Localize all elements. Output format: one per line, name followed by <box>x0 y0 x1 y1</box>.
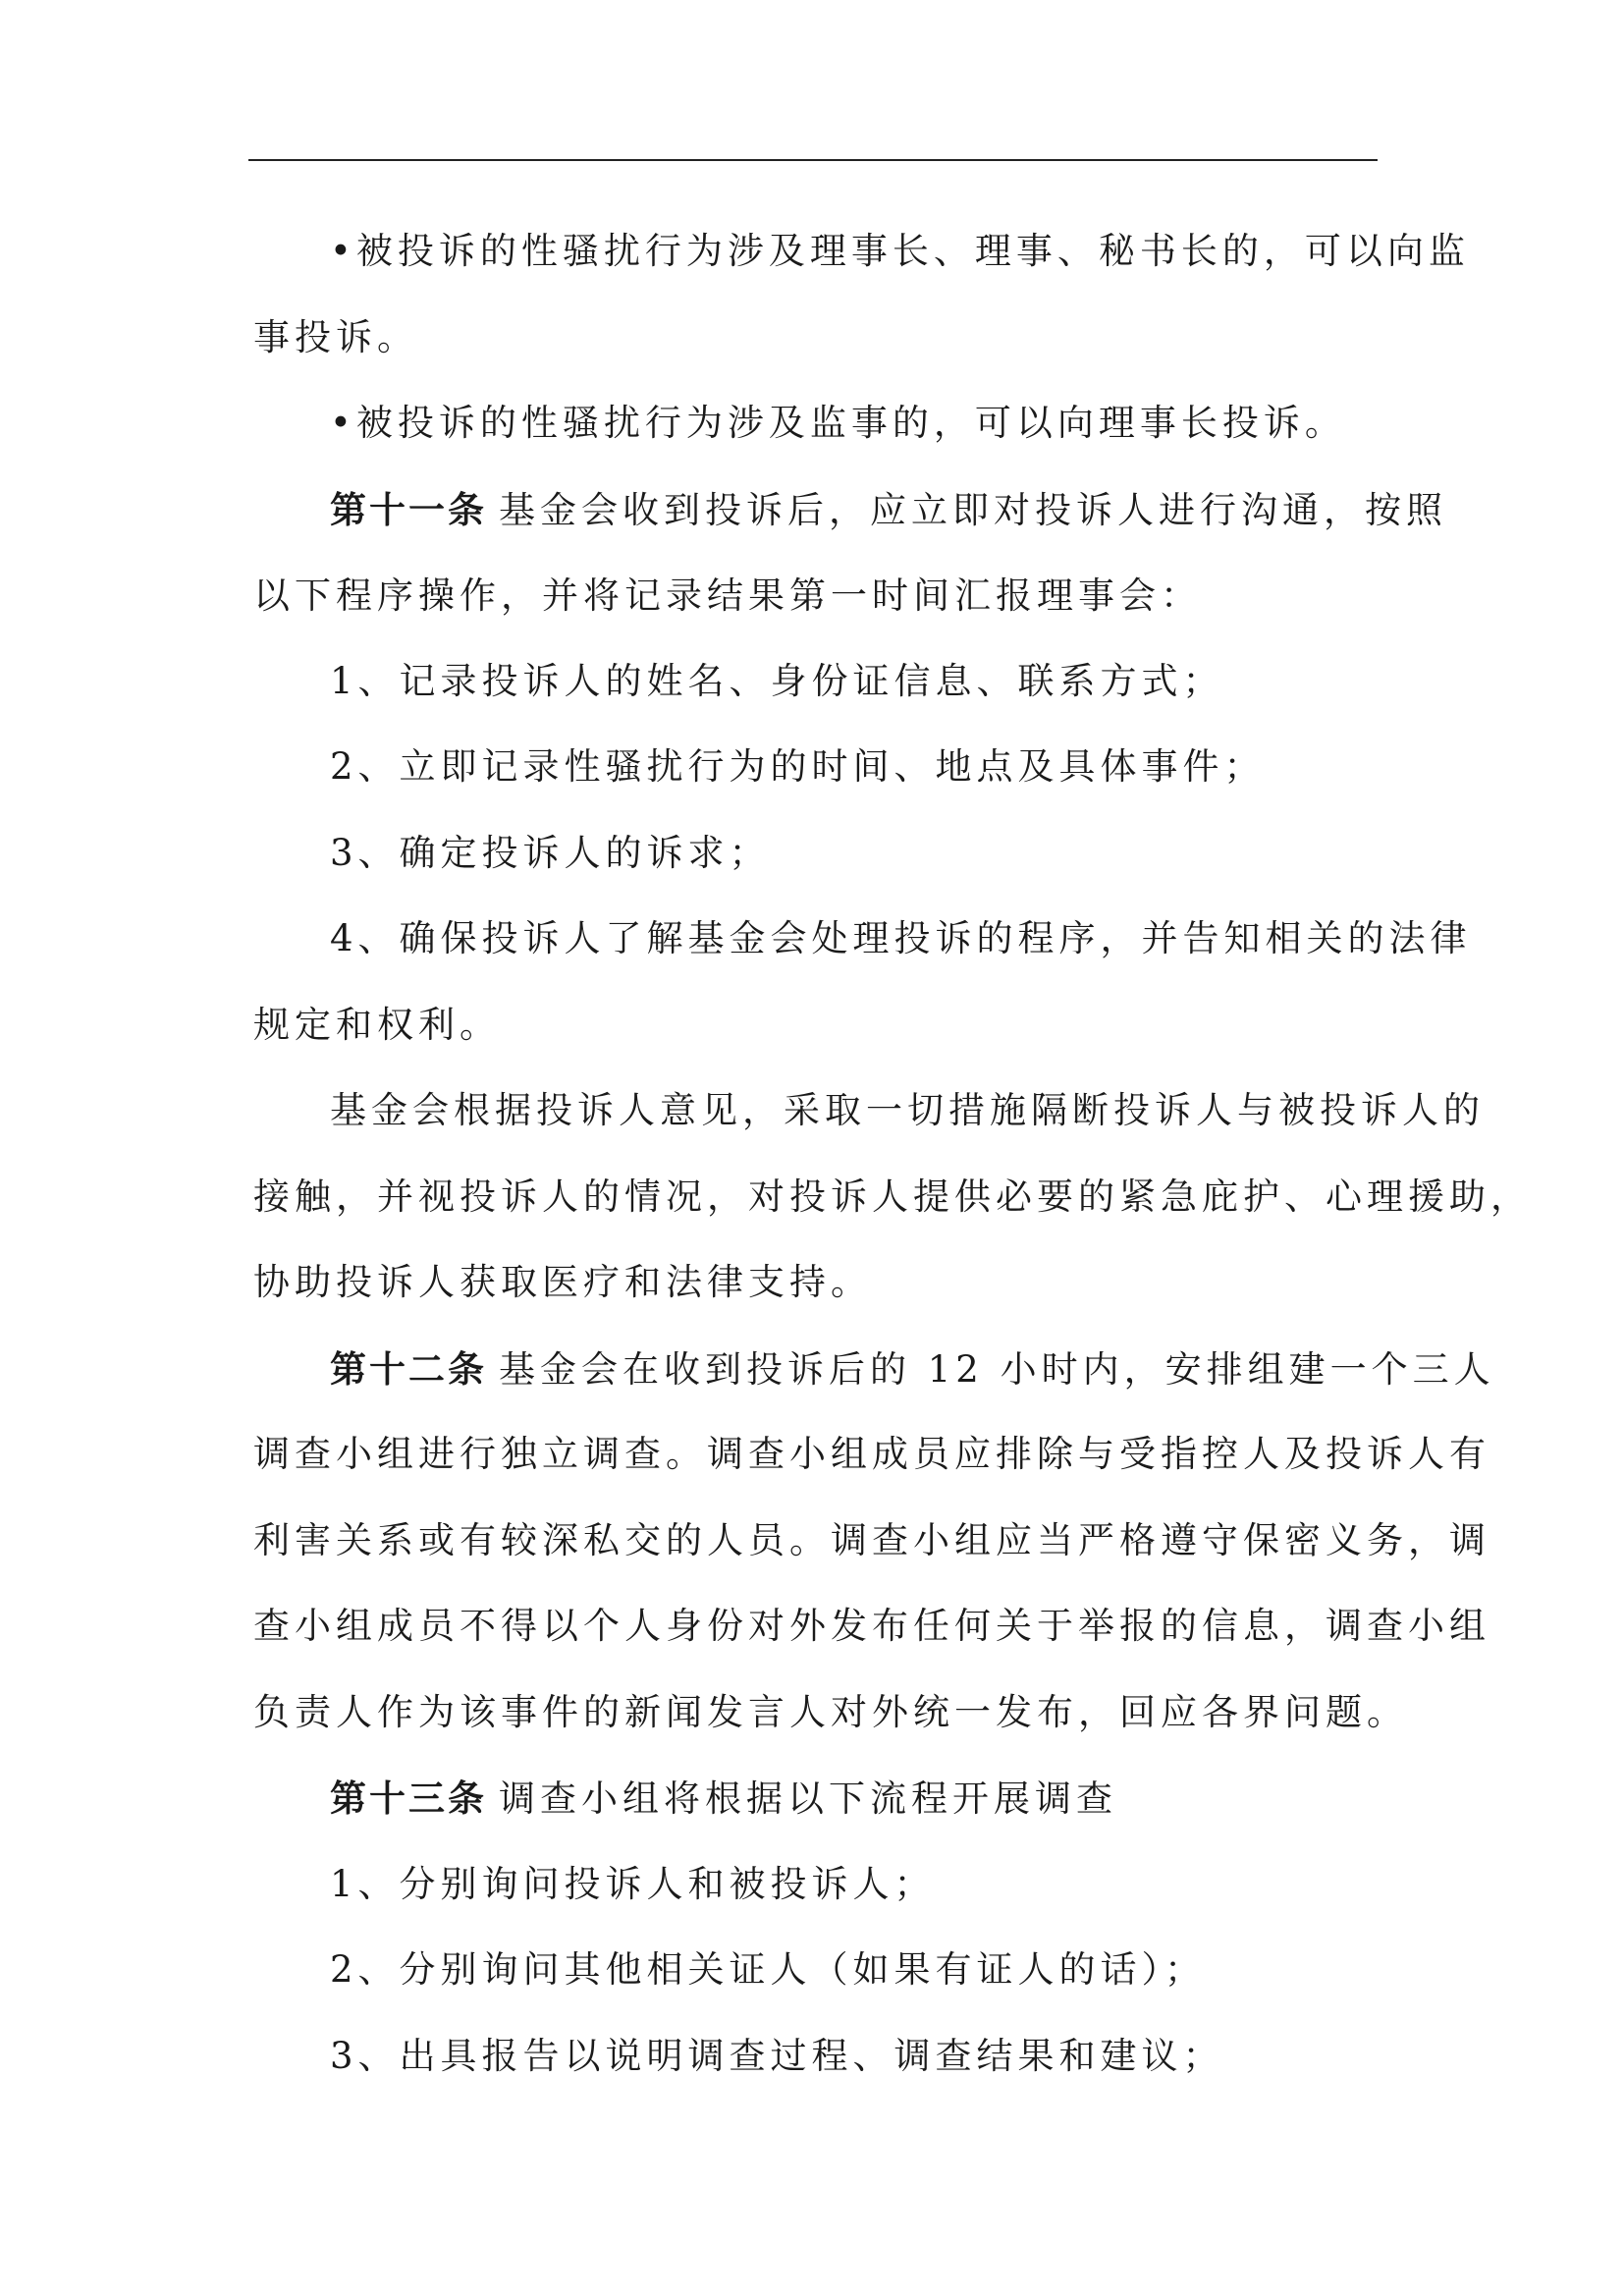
article-13-heading: 第十三条 <box>330 1777 487 1820</box>
list-item: 4、确保投诉人了解基金会处理投诉的程序，并告知相关的法律 <box>330 917 1472 959</box>
continuation-line: 接触，并视投诉人的情况，对投诉人提供必要的紧急庇护、心理援助， <box>253 1175 1532 1218</box>
article-12-line <box>330 1345 1495 1394</box>
header-rule <box>248 159 1378 161</box>
article-11-text: 基金会收到投诉后，应立即对投诉人进行沟通，按照 <box>499 489 1447 531</box>
article-12-text: 基金会在收到投诉后的 12 小时内，安排组建一个三人 <box>499 1348 1495 1391</box>
continuation-line: 利害关系或有较深私交的人员。调查小组应当严格遵守保密义务，调 <box>253 1519 1490 1561</box>
article-12-heading: 第十二条 <box>330 1347 487 1391</box>
continuation-line: 负责人作为该事件的新闻发言人对外统一发布，回应各界问题。 <box>253 1691 1408 1733</box>
article-11-heading: 第十一条 <box>330 488 487 531</box>
article-13-line <box>330 1775 1117 1823</box>
list-item: 3、出具报告以说明调查过程、调查结果和建议； <box>330 2035 1224 2077</box>
paragraph-line: 基金会根据投诉人意见，采取一切措施隔断投诉人与被投诉人的 <box>330 1089 1485 1131</box>
list-item: 3、确定投诉人的诉求； <box>330 832 771 874</box>
continuation-line: 事投诉。 <box>253 316 418 358</box>
continuation-line: 规定和权利。 <box>253 1004 501 1046</box>
list-item: 2、分别询问其他相关证人（如果有证人的话）； <box>330 1948 1207 1991</box>
list-item: 1、分别询问投诉人和被投诉人； <box>330 1863 936 1905</box>
article-13-text: 调查小组将根据以下流程开展调查 <box>499 1777 1117 1820</box>
list-item: 2、立即记录性骚扰行为的时间、地点及具体事件； <box>330 745 1266 788</box>
list-item: 1、记录投诉人的姓名、身份证信息、联系方式； <box>330 660 1224 702</box>
bullet-line: •被投诉的性骚扰行为涉及监事的，可以向理事长投诉。 <box>330 402 1346 444</box>
bullet-line: •被投诉的性骚扰行为涉及理事长、理事、秘书长的，可以向监 <box>330 230 1470 272</box>
continuation-line: 协助投诉人获取医疗和法律支持。 <box>253 1261 872 1303</box>
article-11-line <box>330 486 1447 534</box>
continuation-line: 查小组成员不得以个人身份对外发布任何关于举报的信息，调查小组 <box>253 1605 1490 1647</box>
continuation-line: 以下程序操作，并将记录结果第一时间汇报理事会： <box>253 574 1202 617</box>
continuation-line: 调查小组进行独立调查。调查小组成员应排除与受指控人及投诉人有 <box>253 1433 1490 1475</box>
